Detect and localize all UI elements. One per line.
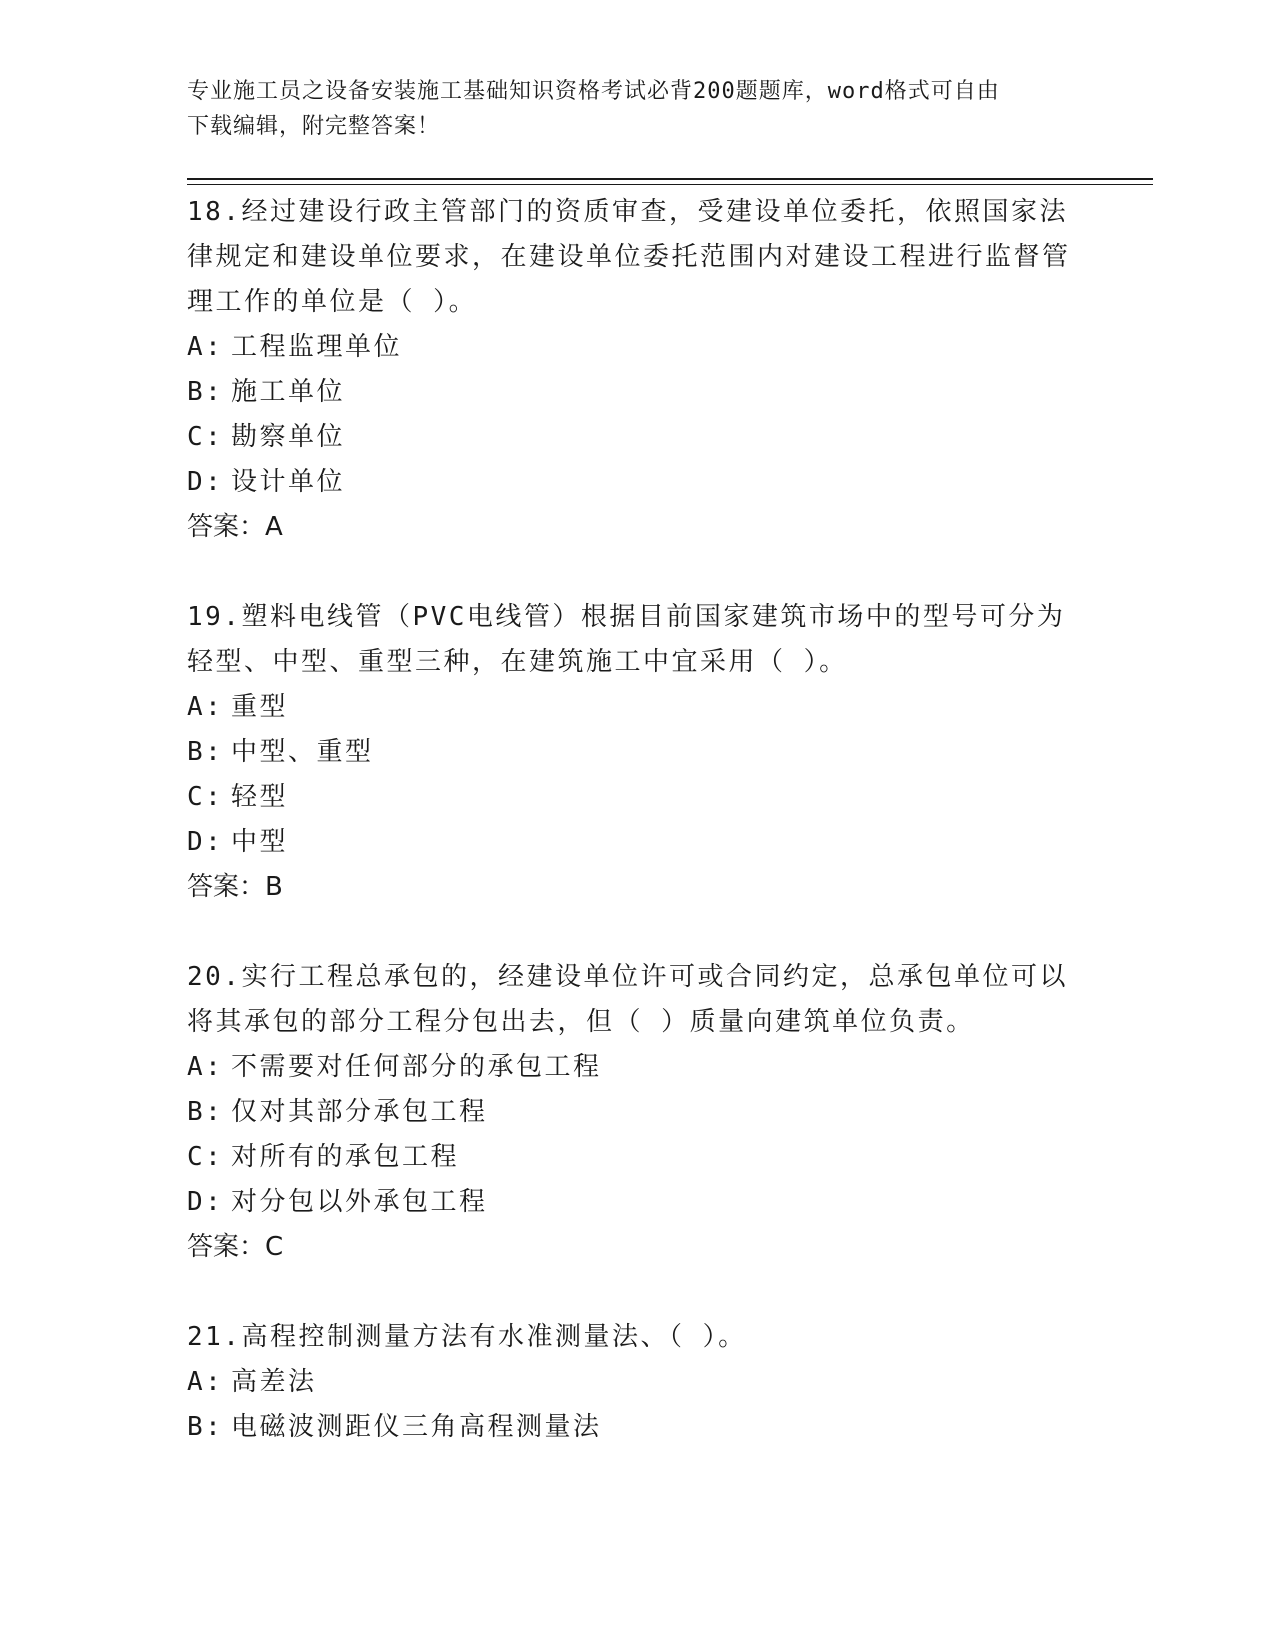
option-text: 重型 [231, 692, 289, 722]
question-text: 21.高程控制测量方法有水准测量法、（ ）。 [187, 1322, 747, 1352]
option-a [187, 685, 1087, 730]
option-letter: C: [187, 782, 224, 812]
option-b [187, 370, 1087, 415]
option-text: 仅对其部分承包工程 [231, 1097, 488, 1127]
document-header [187, 74, 1087, 144]
option-b [187, 1090, 1087, 1135]
option-d [187, 820, 1087, 865]
header-divider-thick [187, 178, 1153, 180]
header-divider-thin [187, 184, 1153, 185]
option-letter: C: [187, 422, 224, 452]
option-a [187, 325, 1087, 370]
option-letter: D: [187, 1187, 224, 1217]
option-letter: B: [187, 737, 224, 767]
option-c [187, 775, 1087, 820]
option-text: 对分包以外承包工程 [231, 1187, 488, 1217]
option-c [187, 415, 1087, 460]
option-text: 高差法 [231, 1367, 317, 1397]
question-text: 18.经过建设行政主管部门的资质审查，受建设单位委托，依照国家法律规定和建设单位要求，在建设单位委托范围内对建设工程进行监督管理工作的单位是（ ）。 [187, 197, 1071, 317]
option-d [187, 460, 1087, 505]
option-letter: B: [187, 1412, 224, 1442]
option-d [187, 1180, 1087, 1225]
answer: 答案：C [187, 1232, 284, 1262]
option-text: 工程监理单位 [231, 332, 403, 362]
option-text: 中型 [231, 827, 289, 857]
option-letter: B: [187, 1097, 224, 1127]
option-letter: A: [187, 1052, 224, 1082]
option-text: 施工单位 [231, 377, 346, 407]
option-text: 勘察单位 [231, 422, 346, 452]
option-text: 电磁波测距仪三角高程测量法 [231, 1412, 602, 1442]
question-list [187, 190, 1087, 1495]
option-letter: D: [187, 827, 224, 857]
option-letter: A: [187, 1367, 224, 1397]
question-text: 20.实行工程总承包的，经建设单位许可或合同约定，总承包单位可以将其承包的部分工程分包出去，但（ ）质量向建筑单位负责。 [187, 962, 1068, 1037]
option-text: 设计单位 [231, 467, 346, 497]
option-text: 对所有的承包工程 [231, 1142, 460, 1172]
option-text: 轻型 [231, 782, 289, 812]
question-text: 19.塑料电线管（PVC电线管）根据目前国家建筑市场中的型号可分为轻型、中型、重型三种，在建筑施工中宜采用（ ）。 [187, 602, 1066, 677]
option-text: 中型、重型 [231, 737, 374, 767]
question-18 [187, 190, 1087, 550]
option-letter: A: [187, 692, 224, 722]
option-letter: D: [187, 467, 224, 497]
option-b [187, 730, 1087, 775]
question-19 [187, 595, 1087, 910]
answer: 答案：B [187, 872, 283, 902]
header-line-2: 下载编辑，附完整答案！ [187, 114, 441, 139]
option-letter: B: [187, 377, 224, 407]
option-a [187, 1045, 1087, 1090]
question-20 [187, 955, 1087, 1270]
answer: 答案：A [187, 512, 283, 542]
header-line-1: 专业施工员之设备安装施工基础知识资格考试必背200题题库，word格式可自由 [187, 79, 1000, 104]
option-letter: A: [187, 332, 224, 362]
option-text: 不需要对任何部分的承包工程 [231, 1052, 602, 1082]
option-a [187, 1360, 1087, 1405]
option-c [187, 1135, 1087, 1180]
option-letter: C: [187, 1142, 224, 1172]
option-b [187, 1405, 1087, 1450]
question-21 [187, 1315, 1087, 1450]
